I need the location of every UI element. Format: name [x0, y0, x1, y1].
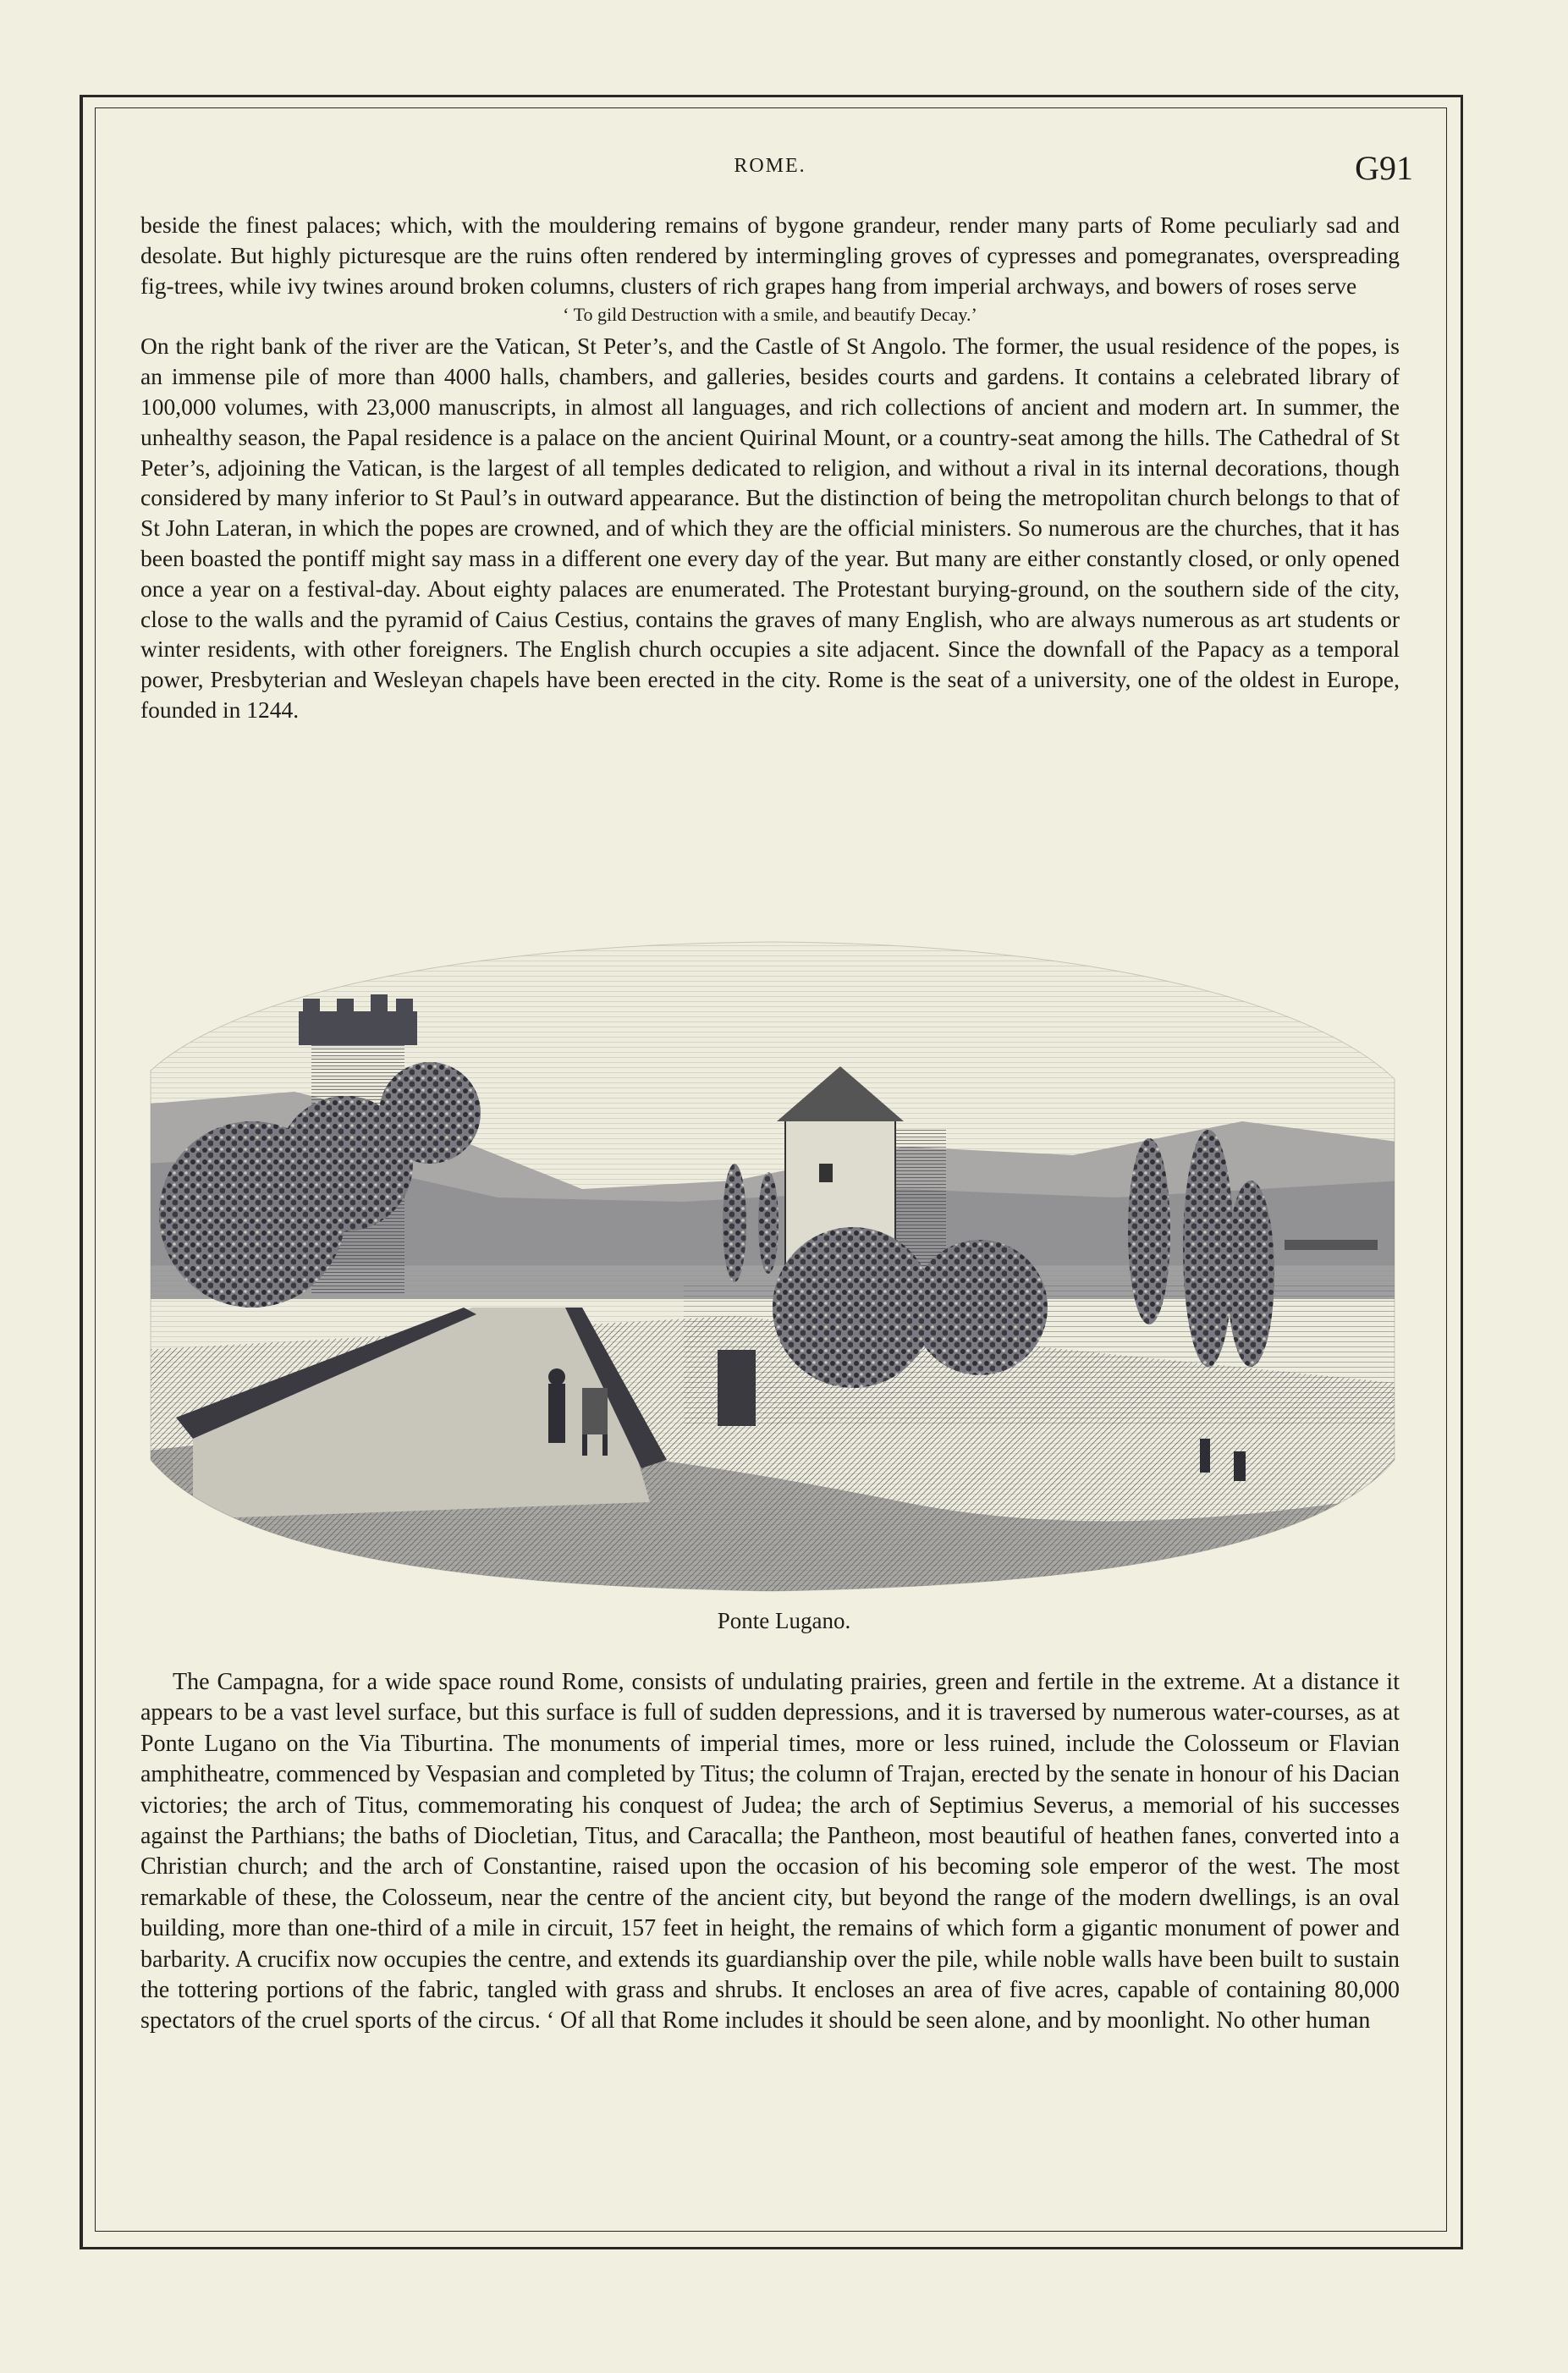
body-text-top	[140, 210, 1400, 725]
paragraph: The Campagna, for a wide space round Rome, consists of undulating prairies, green and fertile in the extreme. At a distance it appears to be a vast level surface, but this surface is full of sudden depressions, and it is traversed by numerous water-courses, as at Ponte Lugano on the Via Tiburtina. The monuments of imperial times, more or less ruined, include the Colosseum or Flavian amphitheatre, commenced by Vespasian and completed by Titus; the column of Trajan, erected by the senate in honour of his Dacian victories; the arch of Titus, commemorating his conquest of Judea; the arch of Septimius Severus, a memorial of his successes against the Parthians; the baths of Diocletian, Titus, and Caracalla; the Pantheon, most beautiful of heathen fanes, converted into a Christian church; and the arch of Constantine, raised upon the occasion of his becoming sole emperor of the west. The most remarkable of these, the Colosseum, near the centre of the ancient city, but beyond the range of the modern dwellings, is an oval building, more than one-third of a mile in circuit, 157 feet in height, the remains of which form a gigantic monument of power and barbarity. A crucifix now occupies the centre, and extends its guardianship over the pile, while noble walls have been built to sustain the tottering portions of the fabric, tangled with grass and shrubs. It encloses an area of five acres, capable of containing 80,000 spectators of the cruel sports of the circus. ‘ Of all that Rome includes it should be seen alone, and by moonlight. No other human	[140, 1669, 1400, 2034]
body-text-bottom	[140, 1667, 1400, 2037]
page-header	[118, 148, 1422, 190]
paragraph: On the right bank of the river are the Vatican, St Peter’s, and the Castle of St Angolo. The former, the usual residence of the popes, is an immense pile of more than 4000 halls, chambers, and galleries, besides courts and gardens. It contains a celebrated library of 100,000 volumes, with 23,000 manuscripts, in almost all languages, and rich collections of ancient and modern art. In summer, the unhealthy season, the Papal residence is a palace on the ancient Quirinal Mount, or a country-seat among the hills. The Cathedral of St Peter’s, adjoining the Vatican, is the largest of all temples dedicated to religion, and without a rival in its internal decorations, though considered by many inferior to St Paul’s in outward appearance. But the distinction of being the metropolitan church belongs to that of St John Lateran, in which the popes are crowned, and of which they are the official ministers. So numerous are the churches, that it has been boasted the pontiff might say mass in a different one every day of the year. But many are either constantly closed, or only opened once a year on a festival-day. About eighty palaces are enumerated. The Protestant burying-ground, on the southern side of the city, close to the walls and the pyramid of Caius Cestius, contains the graves of many English, who are always numerous as art students or winter residents, with other foreigners. The English church occupies a site adjacent. Since the downfall of the Papacy as a temporal power, Presbyterian and Wesleyan chapels have been erected in the city. Rome is the seat of a university, one of the oldest in Europe, founded in 1244.	[140, 333, 1400, 723]
paragraph: beside the finest palaces; which, with the mouldering remains of bygone grandeur, render many parts of Rome peculiarly sad and desolate. But highly picturesque are the ruins often rendered by intermingling groves of cypresses and pomegranates, overspreading fig-trees, while ivy twines around broken columns, clusters of rich grapes hang from imperial archways, and bowers of roses serve	[140, 212, 1400, 299]
verse-quote: ‘ To gild Destruction with a smile, and beautify Decay.’	[563, 304, 977, 326]
illustration-caption: Ponte Lugano.	[717, 1608, 851, 1633]
page-number: G91	[1355, 149, 1413, 187]
running-head: ROME.	[734, 155, 806, 177]
engraving-image	[142, 910, 1403, 1604]
engraving-ponte-lugano	[142, 910, 1403, 1604]
